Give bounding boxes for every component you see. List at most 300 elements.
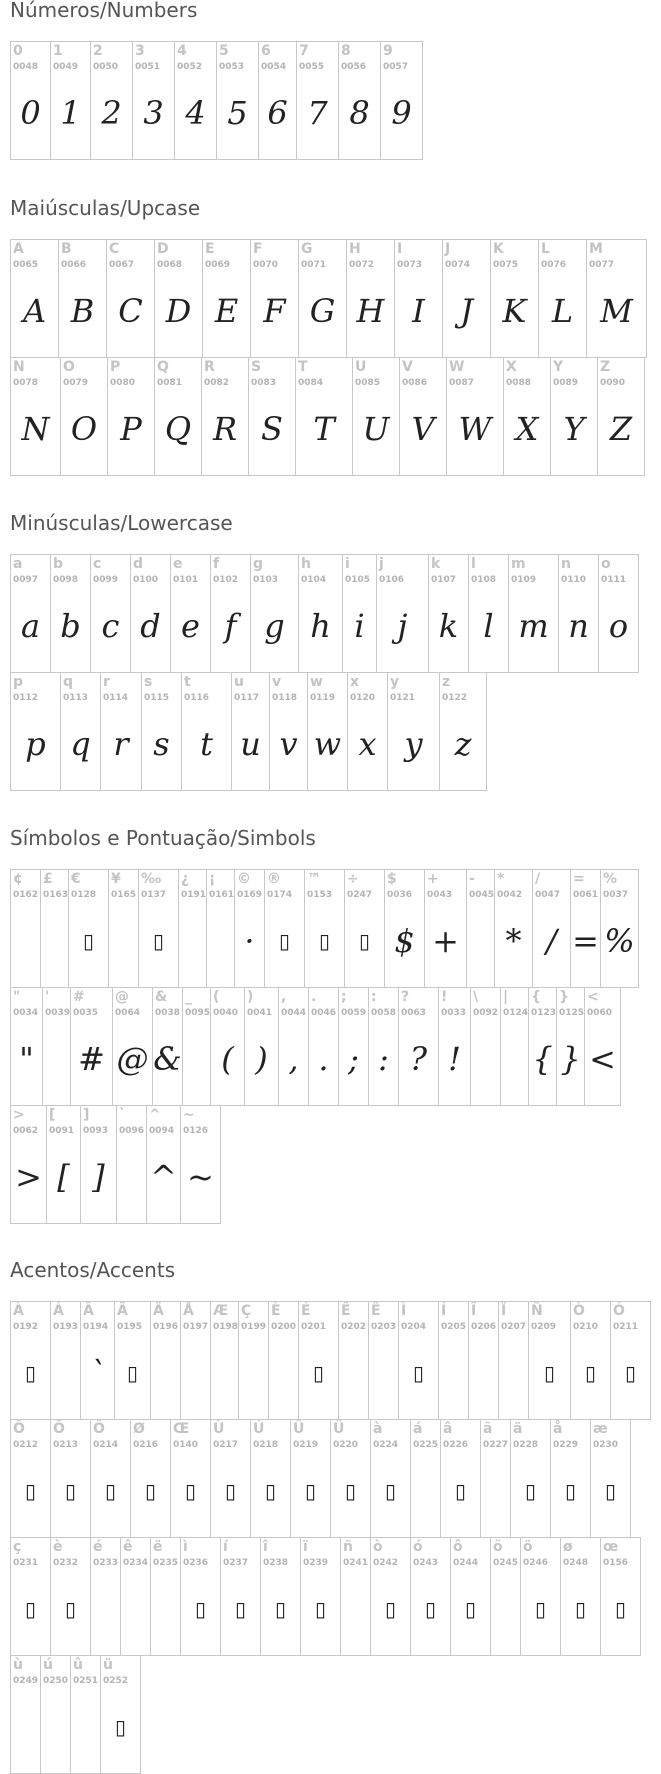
missing-glyph: ▯ [314,1597,326,1621]
character-label: E [205,241,215,257]
glyph-cell [551,358,598,475]
character-code: 0192 [13,1322,39,1332]
missing-glyph: ▯ [344,1479,356,1503]
glyph-cell [211,988,245,1105]
glyph-cell [202,358,249,475]
character-label: À [13,1303,24,1319]
glyph-cell [339,42,381,159]
character-code: 0206 [471,1322,497,1332]
glyph-row [10,239,647,358]
glyph-cell [61,673,101,790]
glyph-row [10,1537,641,1656]
glyph-sample: ^ [150,1158,177,1196]
glyph-sample: k [438,607,459,645]
section-title-numbers: Números/Numbers [10,0,198,22]
character-code: 0137 [141,890,167,900]
character-label: Í [441,1303,447,1319]
character-code: 0080 [110,378,136,388]
glyph-sample: q [70,725,91,763]
glyph-sample [211,1350,238,1396]
character-code: 0057 [383,62,409,72]
character-label: ¿ [181,871,190,887]
section-title-upcase: Maiúsculas/Upcase [10,196,201,220]
glyph-sample: E [214,292,239,330]
character-label: õ [493,1539,503,1555]
character-code: 0195 [117,1322,143,1332]
glyph-cell [291,1420,331,1537]
character-label: * [497,871,505,887]
glyph-cell [601,1538,641,1655]
character-label: ô [453,1539,463,1555]
character-label: " [13,989,21,1005]
character-label: Ö [93,1421,105,1437]
glyph-cell [175,42,217,159]
glyph-cell [151,1538,181,1655]
glyph-cell [207,870,235,987]
glyph-cell [388,673,440,790]
glyph-sample: " [19,1040,34,1078]
character-code: 0233 [93,1558,119,1568]
glyph-cell [559,555,599,672]
glyph-cell [571,1302,611,1419]
glyph-sample: $ [394,922,415,960]
glyph-cell [211,1420,251,1537]
glyph-cell [155,358,202,475]
missing-glyph: ▯ [304,1479,316,1503]
character-label: Å [183,1303,194,1319]
missing-glyph: ▯ [524,1479,536,1503]
character-code: 0089 [553,378,579,388]
glyph-sample: 4 [185,94,206,132]
missing-glyph: ▯ [126,1361,138,1385]
glyph-cell [443,240,491,357]
character-label: € [71,871,81,887]
character-code: 0242 [373,1558,399,1568]
character-code: 0200 [271,1322,297,1332]
glyph-sample: ~ [187,1158,214,1196]
character-label: ç [13,1539,22,1555]
character-code: 0218 [253,1440,279,1450]
character-code: 0065 [13,260,39,270]
character-label: Q [157,359,169,375]
character-label: 8 [341,43,351,59]
glyph-cell [339,988,369,1105]
glyph-sample [411,1468,440,1514]
character-code: 0128 [71,890,97,900]
character-label: Ì [401,1303,407,1319]
glyph-cell [305,870,345,987]
character-label: Z [600,359,611,375]
character-label: - [469,871,475,887]
glyph-cell [299,1302,339,1419]
missing-glyph: ▯ [234,1597,246,1621]
glyph-cell [529,1302,571,1419]
character-label: Ø [133,1421,145,1437]
character-label: j [379,556,384,572]
glyph-sample: & [153,1040,182,1078]
character-label: k [431,556,441,572]
character-code: 0047 [535,890,561,900]
glyph-cell [491,1538,521,1655]
character-label: 5 [219,43,229,59]
glyph-sample [151,1586,180,1632]
glyph-cell [491,240,539,357]
glyph-cell [339,1302,369,1419]
glyph-cell [183,988,211,1105]
character-code: 0052 [177,62,203,72]
glyph-cell [107,240,155,357]
missing-glyph: ▯ [152,929,164,953]
character-code: 0165 [111,890,137,900]
character-label: ø [563,1539,573,1555]
glyph-sample: T [313,410,335,448]
glyph-cell [113,988,153,1105]
missing-glyph: ▯ [264,1479,276,1503]
character-label: u [234,674,244,690]
glyph-sample: v [279,725,298,763]
character-label: Î [471,1303,477,1319]
glyph-row [10,1301,651,1420]
character-code: 0121 [390,693,416,703]
glyph-sample: i [354,607,365,645]
glyph-cell [411,1538,451,1655]
character-code: 0059 [341,1008,367,1018]
glyph-cell [41,870,69,987]
glyph-sample: % [604,922,635,960]
character-code: 0111 [601,575,627,585]
glyph-sample: x [358,725,377,763]
character-code: 0048 [13,62,39,72]
character-code: 0078 [13,378,39,388]
character-code: 0219 [293,1440,319,1450]
glyph-sample: y [404,725,423,763]
glyph-cell [155,240,203,357]
glyph-sample: 7 [307,94,328,132]
character-code: 0083 [251,378,277,388]
character-code: 0109 [511,575,537,585]
glyph-sample [51,1350,80,1396]
glyph-sample: / [546,922,557,960]
character-code: 0101 [173,575,199,585]
character-label: A [13,241,24,257]
glyph-cell [217,42,259,159]
glyph-cell [611,1302,651,1419]
character-code: 0174 [267,890,293,900]
character-code: 0212 [13,1440,39,1450]
glyph-cell [447,358,504,475]
character-code: 0040 [213,1008,239,1018]
character-code: 0093 [83,1126,109,1136]
character-code: 0066 [61,260,87,270]
character-code: 0095 [185,1008,211,1018]
character-label: â [443,1421,453,1437]
character-code: 0042 [497,890,523,900]
character-label: @ [115,989,129,1005]
character-label: ê [123,1539,133,1555]
glyph-cell [571,870,601,987]
character-code: 0156 [603,1558,629,1568]
glyph-cell [504,358,551,475]
character-code: 0201 [301,1322,327,1332]
character-label: d [133,556,144,572]
missing-glyph: ▯ [64,1479,76,1503]
character-code: 0102 [213,575,239,585]
character-code: 0046 [311,1008,337,1018]
glyph-sample: C [118,292,143,330]
glyph-cell [371,1538,411,1655]
glyph-cell [269,1302,299,1419]
glyph-sample: Y [563,410,585,448]
glyph-cell [239,1302,269,1419]
character-code: 0103 [253,575,279,585]
glyph-sample: B [70,292,95,330]
glyph-cell [179,870,207,987]
character-label: 1 [53,43,63,59]
glyph-cell [539,240,587,357]
glyph-sample [43,1036,70,1082]
glyph-sample: O [70,410,98,448]
glyph-cell [11,1656,41,1773]
character-label: y [390,674,400,690]
glyph-sample [181,1350,210,1396]
glyph-cell [91,1538,121,1655]
glyph-cell [561,1538,601,1655]
glyph-sample [71,1704,100,1750]
character-label: $ [387,871,397,887]
glyph-row [10,554,639,673]
character-label: & [155,989,168,1005]
character-code: 0033 [441,1008,467,1018]
glyph-sample: < [589,1040,616,1078]
character-code: 0205 [441,1322,467,1332]
character-label: È [271,1303,281,1319]
glyph-cell [91,555,131,672]
glyph-sample [471,1036,500,1082]
glyph-sample [239,1350,268,1396]
character-label: { [531,989,541,1005]
glyph-cell [345,870,385,987]
character-label: G [301,241,313,257]
character-label: í [223,1539,228,1555]
character-label: 3 [135,43,145,59]
character-code: 0092 [473,1008,499,1018]
character-label: n [561,556,571,572]
character-code: 0153 [307,890,333,900]
character-code: 0062 [13,1126,39,1136]
character-label: œ [603,1539,619,1555]
character-code: 0044 [281,1008,307,1018]
glyph-row [10,1105,221,1224]
glyph-cell [171,1420,211,1537]
glyph-cell [533,870,571,987]
character-code: 0213 [53,1440,79,1450]
glyph-cell [601,870,639,987]
glyph-sample [339,1350,368,1396]
character-code: 0251 [73,1676,99,1686]
character-label: g [253,556,264,572]
character-label: ‰ [141,871,162,887]
glyph-sample: w [313,725,342,763]
glyph-cell [348,673,388,790]
character-code: 0210 [573,1322,599,1332]
glyph-sample: ! [448,1040,461,1078]
character-code: 0072 [349,260,375,270]
character-code: 0119 [310,693,336,703]
character-label: 7 [299,43,309,59]
character-code: 0196 [153,1322,179,1332]
glyph-cell [341,1538,371,1655]
character-label: Ç [241,1303,252,1319]
character-label: S [251,359,262,375]
glyph-sample: S [261,410,283,448]
character-label: å [553,1421,563,1437]
glyph-cell [399,988,439,1105]
glyph-sample: r [113,725,129,763]
character-code: 0098 [53,575,79,585]
character-label: ? [401,989,410,1005]
missing-glyph: ▯ [543,1361,555,1385]
missing-glyph: ▯ [584,1361,596,1385]
glyph-cell [133,42,175,159]
glyph-sample: d [140,607,161,645]
character-label: # [73,989,85,1005]
glyph-cell [299,240,347,357]
glyph-sample: u [240,725,261,763]
character-label: O [63,359,75,375]
glyph-sample: > [15,1158,42,1196]
character-label: h [301,556,311,572]
character-label: < [587,989,599,1005]
missing-glyph: ▯ [24,1479,36,1503]
missing-glyph: ▯ [614,1597,626,1621]
glyph-cell [343,555,377,672]
missing-glyph: ▯ [574,1597,586,1621]
glyph-cell [235,870,265,987]
glyph-cell [139,870,179,987]
glyph-cell [297,42,339,159]
character-label: Æ [213,1303,229,1319]
glyph-sample: { [532,1040,553,1078]
glyph-sample: ` [89,1354,106,1392]
character-label: ñ [343,1539,353,1555]
glyph-cell [153,988,183,1105]
glyph-sample: V [411,410,435,448]
glyph-sample: L [551,292,574,330]
character-label: Û [293,1421,305,1437]
glyph-sample: h [310,607,331,645]
character-code: 0105 [345,575,371,585]
character-label: U [355,359,367,375]
character-label: Œ [173,1421,190,1437]
character-label: X [506,359,517,375]
character-code: 0116 [184,693,210,703]
character-code: 0234 [123,1558,149,1568]
character-label: á [413,1421,423,1437]
glyph-cell [131,555,171,672]
glyph-sample: ? [409,1040,428,1078]
character-code: 0069 [205,260,231,270]
character-label: / [535,871,541,887]
character-code: 0085 [355,378,381,388]
character-label: ~ [183,1107,195,1123]
character-code: 0063 [401,1008,427,1018]
character-label: ä [513,1421,523,1437]
glyph-sample [11,918,40,964]
glyph-sample: Z [609,410,633,448]
character-label: Ó [613,1303,625,1319]
glyph-cell [171,555,211,672]
glyph-cell [221,1538,261,1655]
glyph-cell [598,358,645,475]
character-code: 0231 [13,1558,39,1568]
glyph-cell [481,1420,511,1537]
glyph-cell [469,1302,499,1419]
glyph-sample: = [572,922,599,960]
character-label: B [61,241,72,257]
glyph-cell [59,240,107,357]
glyph-row [10,672,487,791]
glyph-cell [81,1302,115,1419]
character-code: 0245 [493,1558,519,1568]
character-code: 0081 [157,378,183,388]
missing-glyph: ▯ [604,1479,616,1503]
glyph-sample [109,918,138,964]
character-code: 0084 [298,378,324,388]
character-label: Ú [253,1421,265,1437]
glyph-cell [551,1420,591,1537]
glyph-cell [211,555,251,672]
glyph-cell [557,988,585,1105]
missing-glyph: ▯ [24,1361,36,1385]
character-label: J [445,241,451,257]
missing-glyph: ▯ [184,1479,196,1503]
character-label: É [301,1303,311,1319]
glyph-sample: 6 [267,94,288,132]
character-label: ^ [149,1107,161,1123]
missing-glyph: ▯ [24,1597,36,1621]
glyph-cell [11,1302,51,1419]
character-code: 0086 [402,378,428,388]
character-label: ! [441,989,448,1005]
glyph-sample: ) [255,1040,268,1078]
character-code: 0090 [600,378,626,388]
character-label: x [350,674,360,690]
character-label: a [13,556,23,572]
glyph-cell [91,1420,131,1537]
glyph-sample [467,918,494,964]
glyph-cell [521,1538,561,1655]
character-code: 0238 [263,1558,289,1568]
glyph-cell [331,1420,371,1537]
glyph-sample: t [200,725,213,763]
character-label: f [213,556,220,572]
glyph-sample: ; [348,1040,359,1078]
character-label: [ [49,1107,56,1123]
character-code: 0056 [341,62,367,72]
glyph-cell [71,1656,101,1773]
glyph-cell [181,1538,221,1655]
character-label: = [573,871,585,887]
glyph-sample [369,1350,398,1396]
glyph-sample: * [505,922,522,960]
missing-glyph: ▯ [194,1597,206,1621]
glyph-cell [411,1420,441,1537]
glyph-sample: . [318,1040,329,1078]
character-code: 0209 [531,1322,557,1332]
character-code: 0113 [63,693,89,703]
glyph-cell [381,42,423,159]
character-code: 0217 [213,1440,239,1450]
